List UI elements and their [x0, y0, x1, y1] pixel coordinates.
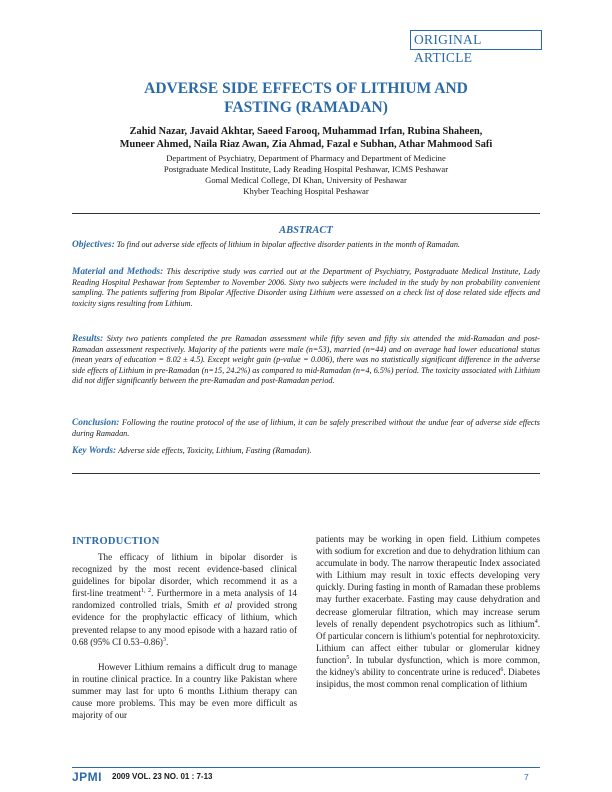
body-text: patients may be working in open field. Lithium competes with sodium for excretion and due to dehydration lithium can accumulate in body. The narrow therapeutic Index associated with Lithium may result in toxic effects developing very quickly. During fasting in month of Ramadan these problems may further exacerbate. Fasting may cause dehydration and decrease glomerular filtration, which may increase serum levels of renally dependent psychotropics such as lithium: [316, 534, 540, 629]
abstract-keywords: [72, 446, 540, 457]
article-title: [60, 79, 552, 117]
results-label: Results:: [72, 334, 104, 344]
methods-text: This descriptive study was carried out at the Department of Psychiatry, Postgraduate Medical Institute, Lady Reading Hospital Peshawar from September to November 2006. Sixty two subjects were included in the study by non probability convenient sampling. The patients suffering from Bipolar Affective Disorder using Lithium were assessed on a check list of dose related side effects and toxicity signs resulting from Lithium.: [72, 267, 540, 308]
authors-line-1: Zahid Nazar, Javaid Akhtar, Saeed Farooq, Muhammad Irfan, Rubina Shaheen,: [129, 126, 483, 137]
title-line-2: FASTING (RAMADAN): [224, 99, 388, 116]
citation: 5: [346, 654, 350, 661]
affiliation-line: Gomal Medical College, DI Khan, University of Peshawar: [205, 175, 407, 185]
affiliation-line: Postgraduate Medical Institute, Lady Reading Hospital Peshawar, ICMS Peshawar: [163, 164, 449, 174]
abstract-results: [72, 334, 540, 387]
abstract-heading: ABSTRACT: [279, 225, 333, 236]
abstract-objectives: [72, 240, 540, 251]
objectives-text: To find out adverse side effects of lithium in bipolar affective disorder patients in the month of Ramadan.: [114, 240, 460, 249]
body-text: . In tubular dysfunction, which is more common, the kidney's ability to concentrate urine is reduced: [316, 654, 540, 678]
footer-rule: [72, 767, 540, 768]
body-left-column: [72, 551, 297, 721]
citation: 3: [162, 636, 166, 643]
article-type-badge: ORIGINAL ARTICLE: [414, 32, 482, 65]
title-line-1: ADVERSE SIDE EFFECTS OF LITHIUM AND: [144, 80, 468, 97]
affiliation-line: Department of Psychiatry, Department of Pharmacy and Department of Medicine: [166, 153, 446, 163]
body-paragraph: [72, 551, 297, 648]
body-paragraph: However Lithium remains a difficult drug to manage in routine clinical practice. In a country like Pakistan where summer may last for upto 6 months Lithium therapy can cause more problems. This may be even more difficult as majority of our: [72, 661, 297, 721]
body-text: The efficacy of lithium in bipolar disorder is recognized by the most recent evidence-based clinical guidelines for bipolar disorder, which recommend it as a first-line treatment: [72, 552, 297, 599]
abstract-bottom-rule: [72, 473, 540, 474]
body-text: . Diabetes insipidus, the most common renal complication of lithium: [316, 667, 540, 690]
body-paragraph: [316, 533, 540, 690]
citation: 6: [500, 667, 504, 673]
page-number: 7: [524, 772, 529, 782]
authors-line-2: Muneer Ahmed, Naila Riaz Awan, Zia Ahmad, Fazal e Subhan, Athar Mahmood Safi: [119, 139, 493, 150]
abstract-methods: [72, 267, 540, 309]
author-list: [70, 125, 542, 151]
conclusion-text: Following the routine protocol of the use of lithium, it can be safely prescribed without the undue fear of adverse side effects during Ramadan.: [72, 418, 540, 438]
keywords-text: Adverse side effects, Toxicity, Lithium, Fasting (Ramadan).: [116, 446, 312, 455]
conclusion-label: Conclusion:: [72, 418, 120, 428]
abstract-conclusion: [72, 418, 540, 439]
journal-logo: JPMI: [72, 770, 103, 784]
introduction-heading: INTRODUCTION: [72, 536, 160, 547]
affiliation-line: Khyber Teaching Hospital Peshawar: [243, 186, 369, 196]
body-right-column: [316, 533, 540, 690]
objectives-label: Objectives:: [72, 240, 115, 250]
citation: 1, 2: [141, 588, 152, 595]
citation: 4: [534, 618, 538, 625]
body-text: . Furthermore in a meta analysis of 14 randomized controlled trials, Smith: [72, 588, 297, 611]
abstract-top-rule: [72, 213, 540, 214]
journal-reference: 2009 VOL. 23 NO. 01 : 7-13: [112, 772, 213, 781]
body-text: . Of particular concern is lithium's potential for nephrotoxicity. Lithium can affect either tubular or glomerular kidney function: [316, 618, 540, 665]
affiliations: [70, 153, 542, 197]
keywords-label: Key Words:: [72, 446, 117, 456]
body-text-italic: et al: [213, 600, 233, 611]
body-text: .: [165, 636, 169, 647]
methods-label: Material and Methods:: [72, 267, 164, 277]
body-text: provided strong evidence for the prophylactic efficacy of lithium, which prevented relapse to any mood episode with a hazard ratio of 0.68 (95% CI 0.53–0.86): [72, 600, 298, 647]
results-text: Sixty two patients completed the pre Ramadan assessment while fifty seven and fifty six attended the mid-Ramadan and post-Ramadan assessment respectively. Majority of the patients were male (n=53), married (n=44) and on average had lower educational status (mean years of education = 8.02 ± 4.5). Except weight gain (p-value = 0.006), there was no statistically significant difference in the adverse side effects of Lithium in pre-Ramadan (n=15, 24.2%) as compared to mid-Ramadan (n=4, 6.5%) period. The toxicity associated with Lithium did not differ significantly between the pre-Ramadan and post-Ramadan period.: [72, 334, 540, 386]
